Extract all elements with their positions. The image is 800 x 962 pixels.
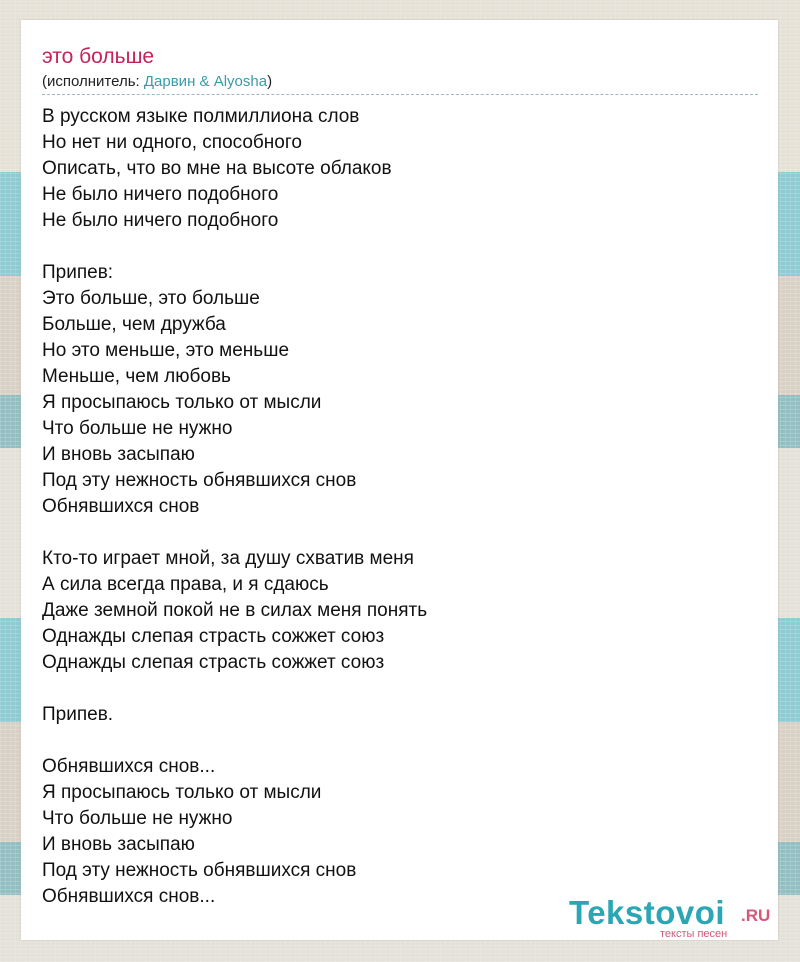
artist-link[interactable]: Дарвин & Alyosha bbox=[143, 73, 268, 90]
lyrics-card bbox=[21, 20, 778, 940]
site-logo[interactable] bbox=[569, 894, 779, 940]
logo-tagline: тексты песен bbox=[660, 928, 728, 940]
song-title: это больше bbox=[42, 45, 155, 68]
logo-tld: .RU bbox=[741, 906, 771, 925]
artist-suffix: ) bbox=[267, 73, 273, 90]
lyrics-text: В русском языке полмиллиона слов Но нет ни одного, способного Описать, что во мне на высоте облаков Не было ничего подобного Не было ничего подобного Припев: Это больше, это больше Больше, чем дружба Но это меньше, это меньше Меньше, чем любовь Я просыпаюсь только от мысли Что больше не нужно И вновь засыпаю Под эту нежность обнявшихся снов Обнявшихся снов Кто-то играет мной, за душу схватив меня А сила всегда права, и я сдаюсь Даже земной покой не в силах меня понять Однажды слепая страсть сожжет союз Однажды слепая страсть сожжет союз Припев. Обнявшихся снов... Я просыпаюсь только от мысли Что больше не нужно И вновь засыпаю Под эту нежность обнявшихся снов Обнявшихся снов... bbox=[42, 106, 428, 907]
artist-line bbox=[42, 72, 758, 95]
logo-wordmark: Tekstovoi bbox=[569, 894, 726, 931]
artist-prefix: (исполнитель: bbox=[42, 73, 144, 90]
